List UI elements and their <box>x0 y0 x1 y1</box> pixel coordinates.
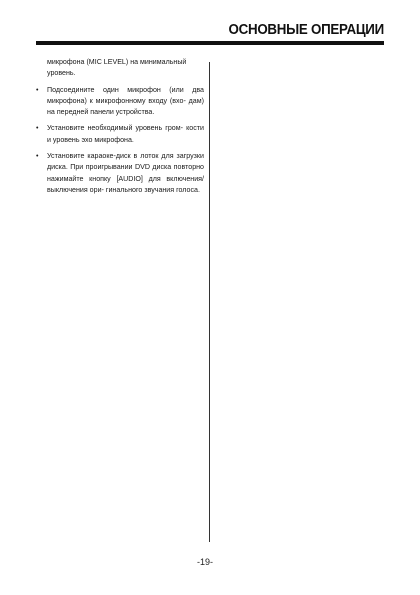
intro-text: микрофона (MIC LEVEL) на минимальный уровень. <box>47 58 187 78</box>
bullet-icon: • <box>36 152 39 161</box>
list-item <box>36 151 204 196</box>
section-title: ОСНОВНЫЕ ОПЕРАЦИИ <box>228 22 384 38</box>
bullet-icon: • <box>36 85 39 94</box>
list-item-text: Установите необходимый уровень гром- кости и уровень эхо микрофона. <box>47 124 204 144</box>
column-divider <box>209 62 210 542</box>
instruction-list <box>36 85 204 197</box>
list-item-text: Установите караоке-диск в лоток для загрузки диска. При проигрывании DVD диска повторно нажимайте кнопку [AUDIO] для включения/выключения ори- гинального звучания голоса. <box>47 152 204 194</box>
header-rule <box>36 41 384 45</box>
bullet-icon: • <box>36 124 39 133</box>
instruction-column <box>36 57 204 201</box>
list-item <box>36 85 204 119</box>
list-item <box>36 123 204 146</box>
list-item-text: Подсоедините один микрофон (или два микрофона) к микрофонному входу (вхо- дам) на передней панели устройства. <box>47 85 204 117</box>
page-number: -19- <box>197 557 214 567</box>
